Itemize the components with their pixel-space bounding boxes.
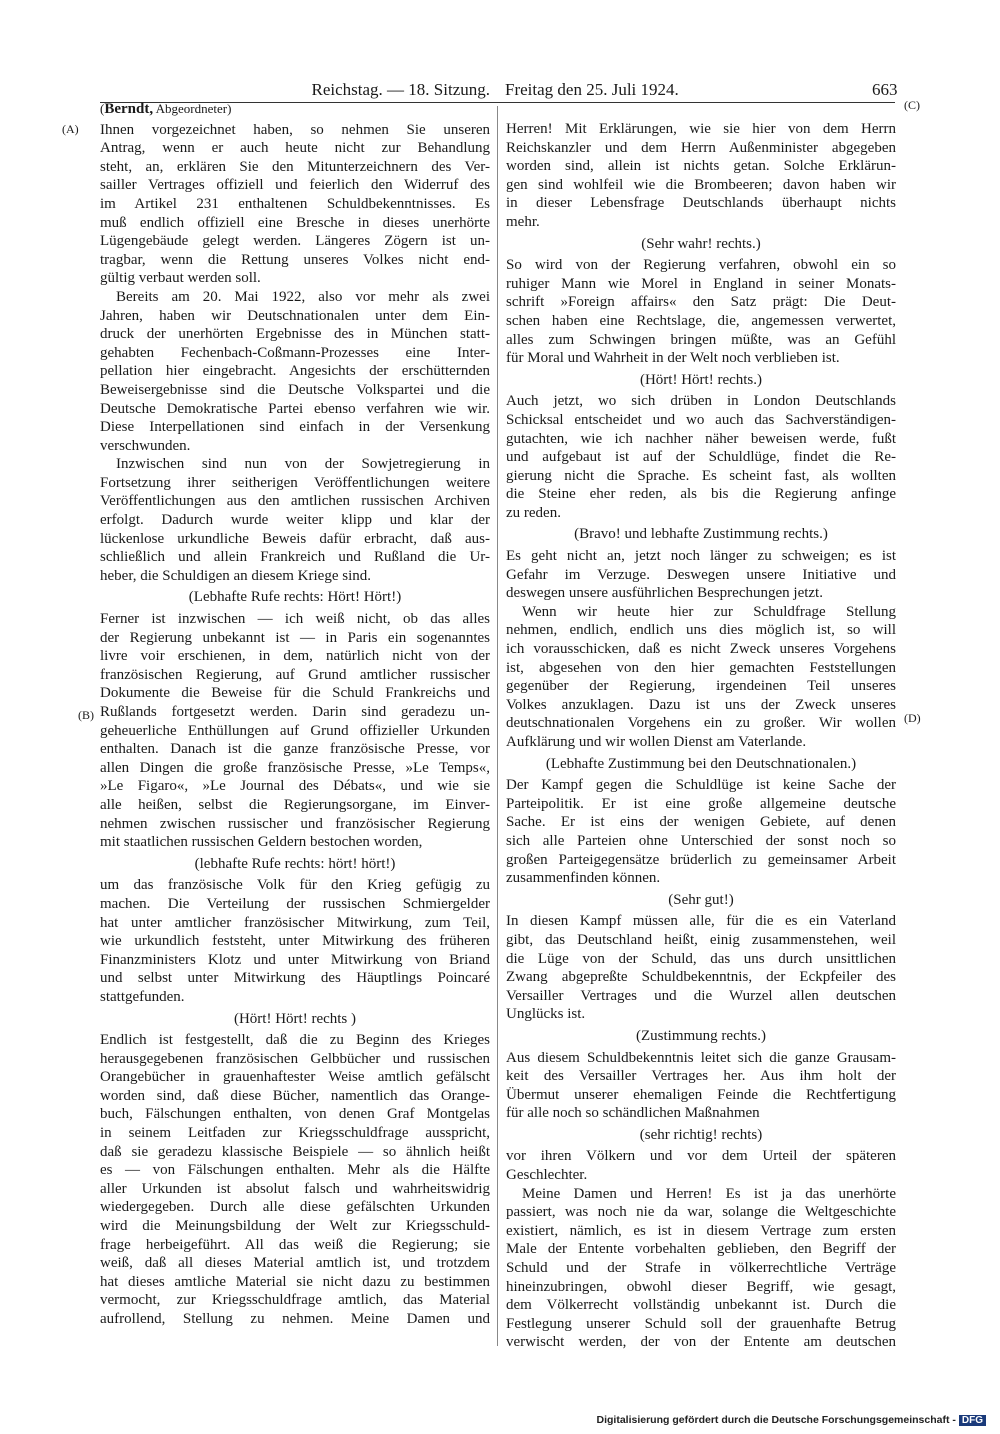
text-line: steht, an, erklären Sie den Mitunterzeichnern des Ver- xyxy=(100,158,490,175)
text-line: Male der Entente vorbehalten geblieben, den Begriff der xyxy=(506,1241,896,1258)
text-line: frage herbeigeführt. All das weiß die Regierung; sie xyxy=(100,1236,490,1253)
text-line: weiß, daß all dieses Material amtlich ist, und trotzdem xyxy=(100,1255,490,1272)
text-line: für alle noch so schändlichen Maßnahmen xyxy=(506,1105,760,1122)
text-line: in dieser Lebensfrage Deutschlands überhaupt nichts xyxy=(506,195,896,212)
text-line: schließlich und allein Frankreich und Rußland die Ur- xyxy=(100,549,490,566)
paragraph xyxy=(100,121,490,288)
text-line: Deutsche Demokratische Partei ebenso verfahren wie wir. xyxy=(100,400,490,417)
text-line: es — von Fälschungen enthalten. Mehr als die Hälfte xyxy=(100,1162,490,1179)
margin-mark-c: (C) xyxy=(904,98,920,112)
paragraph xyxy=(506,603,896,752)
text-line: aufrollend, Stellung zu nehmen. Meine Damen und xyxy=(100,1311,490,1327)
text-line: verwischt werden, der von der Entente am deutschen xyxy=(506,1334,896,1351)
text-line: Finanzministers Klotz und unter Mitwirkung von Briand xyxy=(100,951,490,968)
text-line: Auch jetzt, wo sich drüben in London Deutschlands xyxy=(506,393,896,410)
text-line: existiert, nämlich, es ist in diesem Vertrage zum ersten xyxy=(506,1222,896,1239)
text-line: Versailler Vertrages und die Wurzel allen deutschen xyxy=(506,987,896,1004)
text-line: erfolgt. Dadurch wurde weiter klipp und klar der xyxy=(100,512,490,529)
footer-credit xyxy=(597,1414,987,1426)
text-line: aller Urkunden ist absolut falsch und wahrheitswidrig xyxy=(100,1180,490,1197)
paragraph xyxy=(100,288,490,455)
text-line: Parteipolitik. Er ist eine große allgemeine deutsche xyxy=(506,795,896,812)
text-line: Ihnen vorgezeichnet haben, so nehmen Sie unseren xyxy=(100,121,490,138)
text-line: wird die Meinungsbildung der Welt zur Kriegsschuld- xyxy=(100,1218,490,1235)
paragraph xyxy=(506,256,896,368)
paragraph xyxy=(100,1031,490,1329)
margin-mark-d: (D) xyxy=(904,711,921,725)
interjection: (lebhafte Rufe rechts: hört! hört!) xyxy=(194,855,396,872)
interjection: (Hört! Hört! rechts ) xyxy=(233,1010,357,1027)
text-line: Festlegung unserer Schuld soll der grauenhafte Betrug xyxy=(506,1315,896,1332)
text-line: gehabten Fechenbach-Coßmann-Prozesses eine Inter- xyxy=(100,344,490,361)
text-line: Ferner ist inzwischen — ich weiß nicht, ob das alles xyxy=(100,611,490,628)
text-line: Reichskanzler und dem Herrn Außenminister abgegeben xyxy=(506,139,896,156)
text-line: Inzwischen sind nun von der Sowjetregierung in xyxy=(116,456,490,473)
text-line: muß endlich offiziell eine Bresche in dieses unerhörte xyxy=(100,214,490,231)
interjection: (Bravo! und lebhafte Zustimmung rechts.) xyxy=(574,526,828,543)
text-line: dem Völkerrecht vollständig unbekannt ist. Durch die xyxy=(506,1297,896,1314)
text-line: hat dieses amtliche Material sie nicht dazu zu bestimmen xyxy=(100,1273,490,1290)
text-line: und aufgebaut ist auf der Schuldlüge, findet die Re- xyxy=(506,449,896,466)
text-line: machen. Die Verteilung der russischen Schmiergelder xyxy=(100,895,490,912)
paragraph xyxy=(506,547,896,603)
text-line: In diesen Kampf müssen alle, für die es ein Vaterland xyxy=(506,913,896,930)
text-line: tragbar, wenn die Rettung unseres Volkes nicht end- xyxy=(100,251,490,268)
text-line: schrift »Foreign affairs« den Satz prägt: Die Deut- xyxy=(506,294,896,311)
text-line: Dokumente die Beweise für die Schuld Frankreichs und xyxy=(100,685,490,702)
text-line: pellation hier eingebracht. Angesichts der erschütternden xyxy=(100,363,490,380)
margin-mark-b: (B) xyxy=(78,708,94,722)
text-line: Geschlechter. xyxy=(506,1167,588,1184)
paragraph xyxy=(506,776,896,888)
text-line: Rußlands fortgesetzt werden. Darin sind geradezu un- xyxy=(100,704,490,720)
text-line: deutschnationalen Vorgehens ein zu großer. Wir wollen xyxy=(506,715,896,732)
interjection: (Hört! Hört! rechts.) xyxy=(639,371,763,388)
text-line: für Moral und Wahrheit in der Welt noch verblieben ist. xyxy=(506,350,840,367)
text-line: Schuld und der Strafe in völkerrechtliche Verträge xyxy=(506,1260,896,1277)
paragraph xyxy=(506,912,896,1024)
interjection: (Lebhafte Zustimmung bei den Deutschnationalen.) xyxy=(545,755,857,772)
text-line: nehmen zwischen russischer und französischer Regierung xyxy=(100,815,490,832)
right-column xyxy=(506,120,896,1352)
column-divider xyxy=(497,106,498,1346)
running-header-date: Freitag den 25. Juli 1924. xyxy=(505,80,679,99)
text-line: Lügengebäude gelegt werden. Längeres Zögern ist un- xyxy=(100,233,490,250)
text-line: um das französische Volk für den Krieg gefügig zu xyxy=(100,877,490,894)
text-line: hineinzubringen, obwohl dieser Begriff, wie gesagt, xyxy=(506,1278,896,1295)
text-line: Veröffentlichungen aus den amtlichen russischen Archiven xyxy=(100,493,490,510)
text-line: daß sie geradezu klassische Beispiele — so ähnlich heißt xyxy=(100,1143,490,1160)
text-line: verschwunden. xyxy=(100,437,191,454)
text-line: ist, abgesehen von den hier gemachten Feststellungen xyxy=(506,659,896,676)
text-line: sich alle Parteien ohne Unterschied der sonst noch so xyxy=(506,832,896,849)
text-line: enthalten. Danach ist die ganze französische Presse, vor xyxy=(100,741,490,758)
text-line: Sache. Er ist eins der wenigen Gebiete, auf denen xyxy=(506,814,896,831)
text-line: »Le Figaro«, »Le Journal des Débats«, und wie sie xyxy=(100,778,490,795)
text-line: Endlich ist festgestellt, daß die zu Beginn des Krieges xyxy=(100,1032,490,1049)
text-line: sailler Vertrages offiziell und feierlich den Widerruf des xyxy=(100,177,490,194)
paragraph xyxy=(506,392,896,522)
interjection: (Zustimmung rechts.) xyxy=(636,1027,766,1044)
margin-mark-a: (A) xyxy=(62,122,79,136)
paragraph xyxy=(506,1147,896,1184)
text-line: nehmen, endlich, endlich uns dies möglich ist, so will xyxy=(506,622,896,639)
text-line: hat unter amtlicher französischer Mitwirkung, zum Teil, xyxy=(100,914,490,931)
text-line: Orangebücher in grauenhaftester Weise amtlich gefälscht xyxy=(100,1069,490,1086)
text-line: der Regierung unbekannt ist — in Paris ein sogenanntes xyxy=(100,629,490,646)
text-line: deswegen unsere ausführlichen Besprechungen jetzt. xyxy=(506,585,823,602)
text-line: großen Parteigegensätze brüderlich zu gemeinsamer Arbeit xyxy=(506,851,896,868)
text-line: zusammenfinden können. xyxy=(506,870,661,887)
speaker-name: Berndt, xyxy=(104,101,154,117)
running-header-left: Reichstag. — 18. Sitzung. xyxy=(311,80,490,99)
text-line: Meine Damen und Herren! Es ist ja das unerhörte xyxy=(522,1185,896,1202)
text-line: keit des Versailler Vertrages her. Aus ihm holt der xyxy=(506,1068,896,1085)
text-line: ich vorausschicken, daß es nicht Zweck unseres Vorgehens xyxy=(506,641,896,658)
left-column xyxy=(100,100,490,1329)
text-line: stattgefunden. xyxy=(100,988,185,1005)
paragraph xyxy=(100,610,490,852)
text-line: die Lüge von der Schuld, das uns durch unsittlichen xyxy=(506,950,896,967)
speaker-label: (Berndt, Abgeordneter) xyxy=(100,101,232,117)
text-line: Wenn wir heute hier zur Schuldfrage Stellung xyxy=(522,603,896,620)
text-line: Diese Interpellationen sind einfach in der Versenkung xyxy=(100,419,490,436)
interjection: (Sehr wahr! rechts.) xyxy=(641,235,761,252)
text-line: gegenüber der Regierung, irgendeinen Teil unseres xyxy=(506,678,896,695)
text-line: vor ihren Völkern und vor dem Urteil der späteren xyxy=(506,1148,896,1165)
text-line: gen sind wohlfeil wie die Brombeeren; davon haben wir xyxy=(506,176,896,193)
text-line: die Steine eher reden, als bis die Regierung anfinge xyxy=(506,486,896,503)
footer-text: Digitalisierung gefördert durch die Deutsche Forschungsgemeinschaft - xyxy=(596,1414,956,1426)
dfg-logo: DFG xyxy=(959,1415,986,1426)
text-line: Unglücks ist. xyxy=(506,1006,586,1023)
text-line: worden sind, daß diese Bücher, namentlich das Orange- xyxy=(100,1087,490,1104)
text-line: gibt, das Deutschland heißt, einig zusammenstehen, weil xyxy=(506,931,896,948)
paragraph xyxy=(506,120,896,232)
paragraph xyxy=(506,1185,896,1352)
page-number: 663 xyxy=(872,80,898,99)
text-line: worden sind, allein ist nichts getan. Solche Erklärun- xyxy=(506,158,896,175)
text-line: im Artikel 231 enthaltenen Schuldbekenntnisses. Es xyxy=(100,195,490,212)
text-line: Übermut unserer ehemaligen Feinde die Rechtfertigung xyxy=(506,1086,896,1103)
text-line: lückenlose urkundliche Beweis dafür erbracht, daß aus- xyxy=(100,530,490,547)
interjection: (Sehr gut!) xyxy=(668,891,734,908)
text-line: So wird von der Regierung verfahren, obwohl ein so xyxy=(506,257,896,274)
text-line: heber, die Schuldigen an diesem Kriege sind. xyxy=(100,567,371,584)
text-line: vermocht, zur Kriegsschuldfrage amtlich, das Material xyxy=(100,1292,490,1309)
text-line: Schicksal entscheidet und wo auch das Sachverständigen- xyxy=(506,411,896,428)
text-line: Gefahr im Verzuge. Deswegen unsere Initiative und xyxy=(506,566,896,583)
text-line: livre voir erschienen, in dem, natürlich nicht von der xyxy=(100,648,490,665)
text-line: mit staatlichen russischen Geldern bestochen worden, xyxy=(100,834,423,851)
text-line: Volkes anzuklagen. Dazu ist uns der Zweck unseres xyxy=(506,696,896,713)
text-line: Herren! Mit Erklärungen, wie sie hier von dem Herrn xyxy=(506,121,896,137)
text-line: Beweisergebnisse sind die Deutsche Volkspartei und die xyxy=(100,381,490,398)
text-line: alle heißen, selbst die Regierungsorgane, im Einver- xyxy=(100,796,490,813)
text-line: alles zum Schwingen bringen müßte, was an Gefühl xyxy=(506,331,896,348)
text-line: in seinem Leitfaden zur Kriegsschuldfrage ausspricht, xyxy=(100,1125,490,1142)
text-line: Bereits am 20. Mai 1922, also vor mehr als zwei xyxy=(116,288,490,305)
text-line: Antrag, wenn er auch heute nicht zur Behandlung xyxy=(100,140,490,157)
text-line: gierung nicht die Sprache. Es scheint fast, als wollten xyxy=(506,467,896,484)
speaker-role: Abgeordneter xyxy=(155,101,228,116)
text-line: gültig verbaut werden soll. xyxy=(100,270,261,287)
interjection: (Lebhafte Rufe rechts: Hört! Hört!) xyxy=(188,589,402,606)
text-line: französischen Regierung, auf Grund amtlicher russischer xyxy=(100,666,490,683)
text-line: zu reden. xyxy=(506,504,561,521)
text-line: druck der unerhörten Ergebnisse des in München statt- xyxy=(100,326,490,343)
text-line: und selbst unter Mitwirkung des Häuptlings Poincaré xyxy=(100,970,490,987)
text-line: allen Dingen die große französische Presse, »Le Temps«, xyxy=(100,759,490,776)
text-line: wiedergegeben. Durch alle diese gefälschten Urkunden xyxy=(100,1199,490,1216)
text-line: ruhiger Mann wie Morel in England in seiner Monats- xyxy=(506,275,896,292)
text-line: Es geht nicht an, jetzt noch länger zu schweigen; es ist xyxy=(506,548,896,565)
paragraph xyxy=(100,455,490,585)
text-line: schen haben eine Rechtslage, die, angemessen verwertet, xyxy=(506,312,896,329)
text-line: Der Kampf gegen die Schuldlüge ist keine Sache der xyxy=(506,777,896,794)
interjection: (sehr richtig! rechts) xyxy=(639,1126,763,1143)
text-line: Zwang abgepreßte Schuldbekenntnis, der Eckpfeiler des xyxy=(506,969,896,986)
text-line: geheuerliche Enthüllungen auf Grund offizieller Urkunden xyxy=(100,722,490,739)
paragraph xyxy=(506,1049,896,1123)
text-line: Aufklärung und wir wollen Dienst am Vaterlande. xyxy=(506,734,807,750)
text-line: wie urkundlich feststeht, unter Mitwirkung des früheren xyxy=(100,933,490,950)
text-line: Fortsetzung ihrer seitherigen Veröffentlichungen weitere xyxy=(100,474,490,491)
text-line: Aus diesem Schuldbekenntnis leitet sich die ganze Grausam- xyxy=(506,1049,896,1066)
text-line: gutachten, wie ich nachher näher beweisen werde, fußt xyxy=(506,430,896,447)
text-line: buch, Fälschungen enthalten, von denen Graf Montgelas xyxy=(100,1106,490,1123)
paragraph xyxy=(100,876,490,1006)
text-line: mehr. xyxy=(506,213,540,230)
text-line: passiert, was noch nie da war, solange die Weltgeschichte xyxy=(506,1204,896,1221)
text-line: herausgegebenen französischen Gelbbücher und russischen xyxy=(100,1050,490,1067)
text-line: Jahren, haben wir Deutschnationalen unter dem Ein- xyxy=(100,307,490,324)
